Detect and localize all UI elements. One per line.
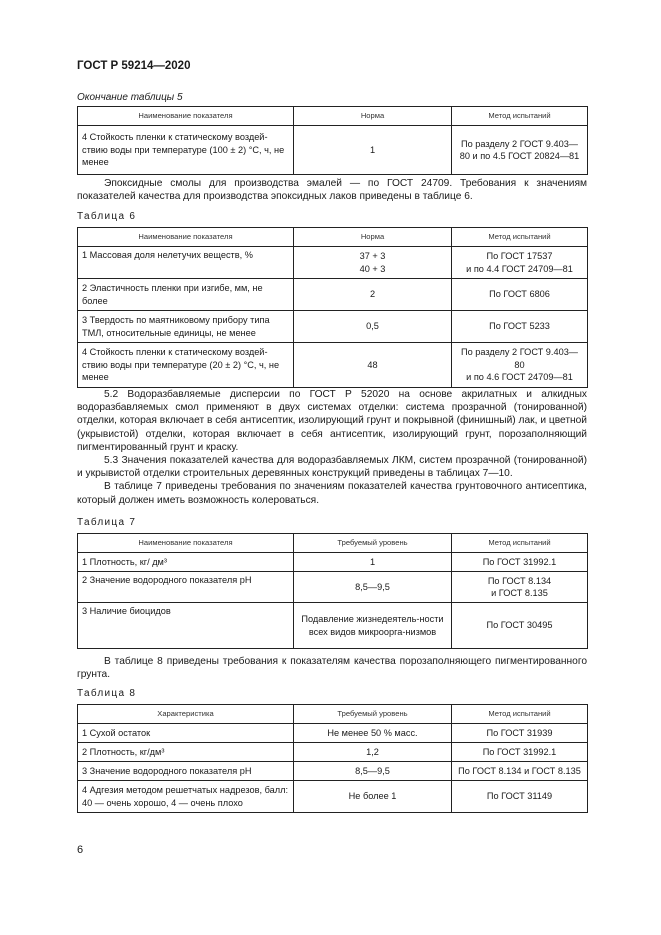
table-cell: 1 bbox=[294, 553, 452, 572]
table5-header-method: Метод испытаний bbox=[452, 107, 588, 126]
table5-header-norm: Норма bbox=[294, 107, 452, 126]
table-cell: По ГОСТ 6806 bbox=[452, 279, 588, 311]
table-cell: По ГОСТ 30495 bbox=[452, 603, 588, 649]
table-row bbox=[78, 247, 588, 279]
table5-caption: Окончание таблицы 5 bbox=[77, 92, 183, 103]
standard-number: ГОСТ Р 59214—2020 bbox=[77, 60, 191, 72]
table-cell: 4 Адгезия методом решетчатых надрезов, балл: 40 — очень хорошо, 4 — очень плохо bbox=[78, 781, 294, 813]
table-cell: Не более 1 bbox=[294, 781, 452, 813]
page-number: 6 bbox=[77, 844, 84, 856]
table6 bbox=[77, 227, 588, 388]
table-cell: 8,5—9,5 bbox=[294, 572, 452, 603]
table-cell: 1 bbox=[294, 126, 452, 175]
table-row bbox=[78, 603, 588, 649]
table8-header-characteristic: Характеристика bbox=[78, 705, 294, 724]
table-cell: По разделу 2 ГОСТ 9.403—80 и по 4.6 ГОСТ 24709—81 bbox=[452, 343, 588, 388]
table-cell: 1 Плотность, кг/ дм³ bbox=[78, 553, 294, 572]
table-cell: По ГОСТ 8.134 и ГОСТ 8.135 bbox=[452, 762, 588, 781]
table-cell: 0,5 bbox=[294, 311, 452, 343]
table8-header-level: Требуемый уровень bbox=[294, 705, 452, 724]
table-cell: 1 Массовая доля нелетучих веществ, % bbox=[78, 247, 294, 279]
paragraph-5-2-5-3 bbox=[77, 388, 587, 507]
table5-header-name: Наименование показателя bbox=[78, 107, 294, 126]
table7-header-method: Метод испытаний bbox=[452, 534, 588, 553]
table-cell: 8,5—9,5 bbox=[294, 762, 452, 781]
table6-label: Таблица 6 bbox=[77, 211, 137, 222]
table5 bbox=[77, 106, 588, 175]
table6-header-name: Наименование показателя bbox=[78, 228, 294, 247]
table7-header-name: Наименование показателя bbox=[78, 534, 294, 553]
table-row bbox=[78, 743, 588, 762]
table-cell: 1 Сухой остаток bbox=[78, 724, 294, 743]
table7 bbox=[77, 533, 588, 649]
table-cell: 4 Стойкость пленки к статическому воздей-ствию воды при температуре (20 ± 2) °С, ч, не менее bbox=[78, 343, 294, 388]
table-row bbox=[78, 343, 588, 388]
table-cell: По разделу 2 ГОСТ 9.403—80 и по 4.5 ГОСТ 20824—81 bbox=[452, 126, 588, 175]
table6-header-method: Метод испытаний bbox=[452, 228, 588, 247]
table-cell: По ГОСТ 31992.1 bbox=[452, 743, 588, 762]
table-row bbox=[78, 126, 588, 175]
table-cell: По ГОСТ 31149 bbox=[452, 781, 588, 813]
table7-header-level: Требуемый уровень bbox=[294, 534, 452, 553]
table-row bbox=[78, 279, 588, 311]
table8 bbox=[77, 704, 588, 813]
table-row bbox=[78, 553, 588, 572]
table-row bbox=[78, 724, 588, 743]
table-cell: 3 Значение водородного показателя pH bbox=[78, 762, 294, 781]
paragraph-5-3: 5.3 Значения показателей качества для водоразбавляемых ЛКМ, систем прозрачной (тонированной) и укрывистой отделки строительных деревянных конструкций приведены в таблицах 7—10. bbox=[77, 455, 587, 480]
table-cell: 2 Значение водородного показателя pH bbox=[78, 572, 294, 603]
table-cell: 3 Наличие биоцидов bbox=[78, 603, 294, 649]
paragraph-table7-intro: В таблице 7 приведены требования по значениям показателей качества грунтовочного антисептика, который должен иметь возможность колероваться. bbox=[77, 481, 587, 506]
table-cell: 4 Стойкость пленки к статическому воздей-ствию воды при температуре (100 ± 2) °С, ч, не менее bbox=[78, 126, 294, 175]
table-cell: Не менее 50 % масс. bbox=[294, 724, 452, 743]
table8-header-method: Метод испытаний bbox=[452, 705, 588, 724]
table7-label: Таблица 7 bbox=[77, 517, 137, 528]
table-row bbox=[78, 781, 588, 813]
table-cell: 48 bbox=[294, 343, 452, 388]
paragraph-epoxy: Эпоксидные смолы для производства эмалей — по ГОСТ 24709. Требования к значениям показателей качества для производства эпоксидных лаков приведены в таблице 6. bbox=[77, 178, 587, 203]
table-cell: 3 Твердость по маятниковому прибору типа ТМЛ, относительные единицы, не менее bbox=[78, 311, 294, 343]
table-cell: Подавление жизнедеятель-ности всех видов микроорга-низмов bbox=[294, 603, 452, 649]
paragraph-5-2: 5.2 Водоразбавляемые дисперсии по ГОСТ Р 52020 на основе акрилатных и алкидных водоразбавляемых смол применяют в двух системах отделки: система прозрачной (тонированной) отделки, которая включает в себя антисептик, изолирующий грунт и покрывной (финишный) лак, и цветной (укрывистой) отделки, которая включает в себя антисептик, изолирующий грунт, порозаполняющий пигментированный грунт и краску. bbox=[77, 389, 587, 453]
table-row bbox=[78, 311, 588, 343]
table-row bbox=[78, 762, 588, 781]
table8-label: Таблица 8 bbox=[77, 688, 137, 699]
table-cell: 1,2 bbox=[294, 743, 452, 762]
table-cell: 2 Плотность, кг/дм³ bbox=[78, 743, 294, 762]
table-cell: 37 + 3 40 + 3 bbox=[294, 247, 452, 279]
table6-header-norm: Норма bbox=[294, 228, 452, 247]
table-cell: По ГОСТ 31939 bbox=[452, 724, 588, 743]
table-cell: По ГОСТ 31992.1 bbox=[452, 553, 588, 572]
table-cell: По ГОСТ 8.134 и ГОСТ 8.135 bbox=[452, 572, 588, 603]
table-cell: По ГОСТ 5233 bbox=[452, 311, 588, 343]
table-cell: 2 Эластичность пленки при изгибе, мм, не более bbox=[78, 279, 294, 311]
table-row bbox=[78, 572, 588, 603]
table-cell: 2 bbox=[294, 279, 452, 311]
paragraph-table8-intro: В таблице 8 приведены требования к показателям качества порозаполняющего пигментированного грунта. bbox=[77, 656, 587, 681]
table-cell: По ГОСТ 17537 и по 4.4 ГОСТ 24709—81 bbox=[452, 247, 588, 279]
